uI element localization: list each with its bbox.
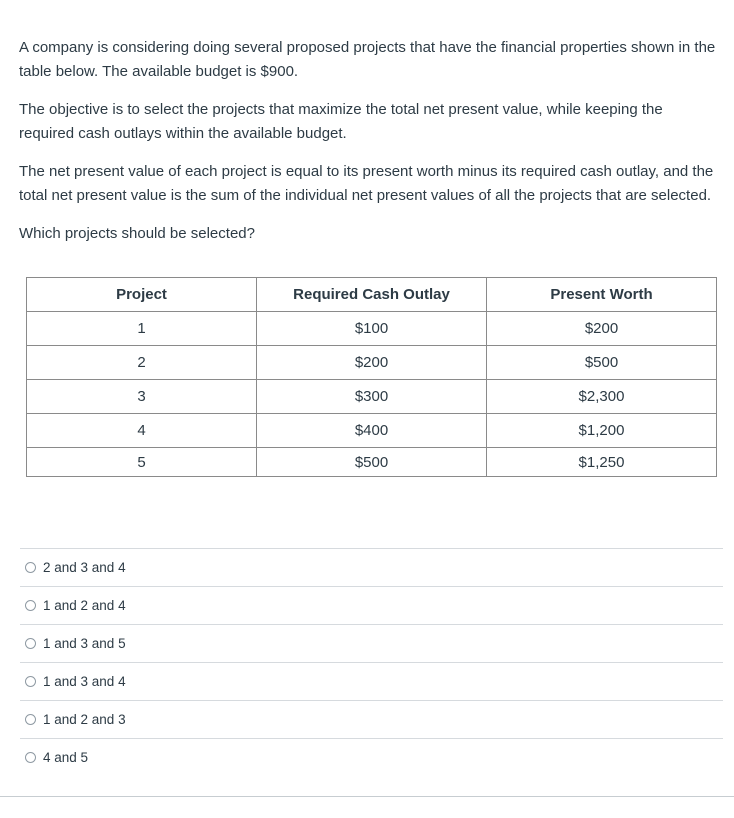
answer-label: 4 and 5 — [43, 750, 89, 765]
cell-project: 1 — [27, 312, 257, 346]
radio-button[interactable] — [25, 676, 36, 687]
table-row — [27, 448, 717, 477]
cell-cash-outlay: $200 — [257, 346, 487, 380]
projects-table — [26, 277, 717, 477]
table-row — [27, 380, 717, 414]
cell-cash-outlay: $500 — [257, 448, 487, 477]
radio-button[interactable] — [25, 638, 36, 649]
answer-label: 1 and 2 and 4 — [43, 598, 126, 613]
answer-label: 1 and 3 and 4 — [43, 674, 126, 689]
cell-present-worth: $1,250 — [487, 448, 717, 477]
answer-option-3[interactable] — [20, 624, 723, 662]
answer-label: 1 and 3 and 5 — [43, 636, 126, 651]
answer-options — [20, 548, 723, 776]
cell-present-worth: $500 — [487, 346, 717, 380]
answer-option-5[interactable] — [20, 700, 723, 738]
cell-present-worth: $200 — [487, 312, 717, 346]
cell-project: 3 — [27, 380, 257, 414]
answer-option-6[interactable] — [20, 738, 723, 776]
header-required-cash-outlay: Required Cash Outlay — [257, 278, 487, 312]
bottom-divider — [0, 796, 734, 797]
question-prompt: Which projects should be selected? — [19, 225, 255, 242]
table-row — [27, 312, 717, 346]
cell-present-worth: $1,200 — [487, 414, 717, 448]
answer-option-1[interactable] — [20, 548, 723, 586]
cell-cash-outlay: $100 — [257, 312, 487, 346]
radio-button[interactable] — [25, 600, 36, 611]
header-project: Project — [27, 278, 257, 312]
answer-option-2[interactable] — [20, 586, 723, 624]
answer-option-4[interactable] — [20, 662, 723, 700]
table-header-row — [27, 278, 717, 312]
question-paragraph-3: The net present value of each project is equal to its present worth minus its required cash outlay, and the total net present value is the sum of the individual net present values of all the projects that are selected. — [19, 163, 714, 204]
answer-label: 1 and 2 and 3 — [43, 712, 126, 727]
cell-project: 2 — [27, 346, 257, 380]
cell-cash-outlay: $300 — [257, 380, 487, 414]
radio-button[interactable] — [25, 562, 36, 573]
cell-present-worth: $2,300 — [487, 380, 717, 414]
table-row — [27, 414, 717, 448]
radio-button[interactable] — [25, 752, 36, 763]
question-paragraph-1: A company is considering doing several proposed projects that have the financial properties shown in the table below. The available budget is $900. — [19, 39, 716, 80]
question-text — [19, 36, 719, 260]
question-paragraph-2: The objective is to select the projects that maximize the total net present value, while keeping the required cash outlays within the available budget. — [19, 101, 663, 142]
header-present-worth: Present Worth — [487, 278, 717, 312]
cell-project: 5 — [27, 448, 257, 477]
cell-project: 4 — [27, 414, 257, 448]
table-row — [27, 346, 717, 380]
cell-cash-outlay: $400 — [257, 414, 487, 448]
radio-button[interactable] — [25, 714, 36, 725]
answer-label: 2 and 3 and 4 — [43, 560, 126, 575]
